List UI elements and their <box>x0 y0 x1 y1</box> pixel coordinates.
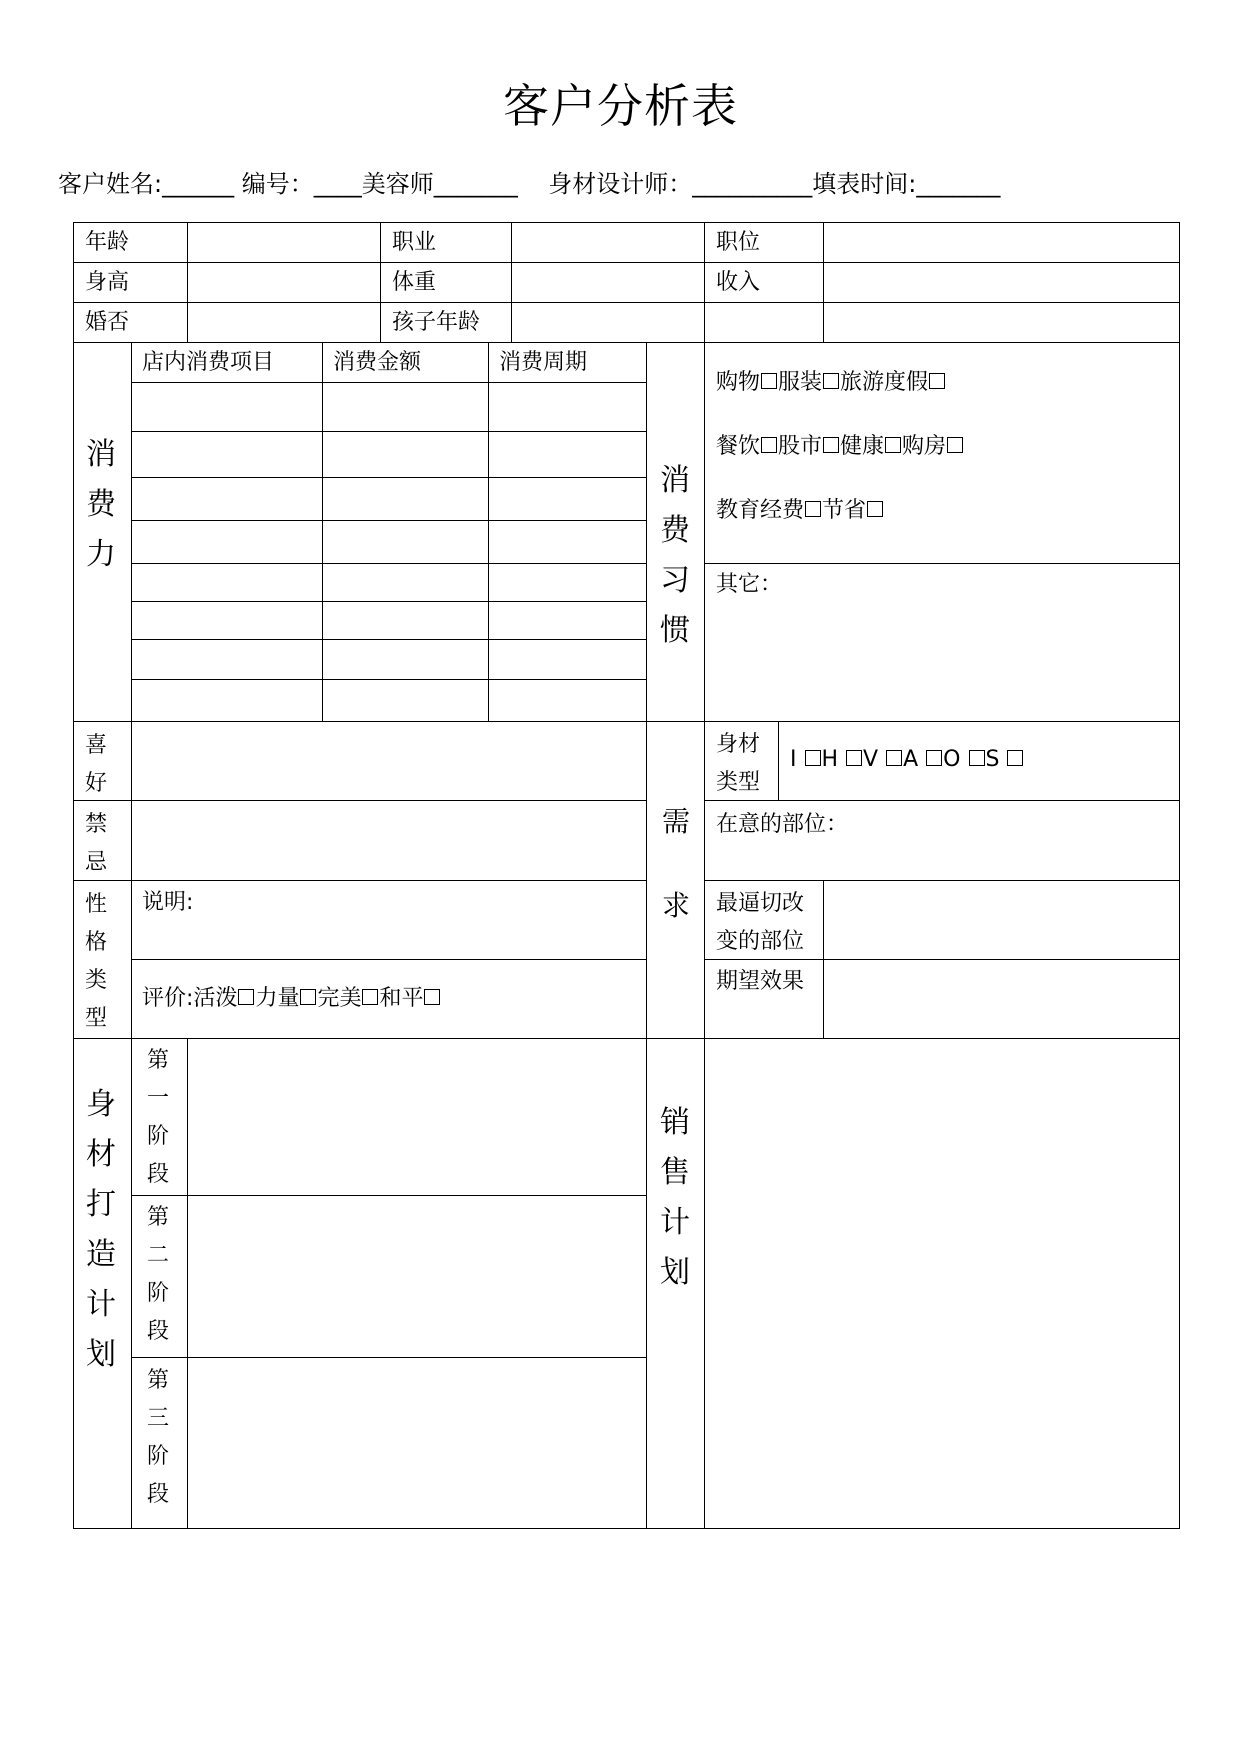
checkbox[interactable] <box>885 437 901 453</box>
sales-plan-label: 销售计划 <box>660 1105 690 1290</box>
income-label: 收入 <box>716 270 761 295</box>
body-type-i: I <box>790 747 797 772</box>
personality-eval-label: 评价: <box>142 986 194 1011</box>
body-type-v: V <box>863 747 879 772</box>
marital-label: 婚否 <box>85 310 130 335</box>
child-age-label: 孩子年龄 <box>392 310 481 335</box>
body-type-options <box>790 746 1024 774</box>
checkbox[interactable] <box>846 750 862 766</box>
demand-label: 需求 <box>661 805 690 922</box>
eval-option-perfect: 完美 <box>317 986 362 1011</box>
personality-desc-label: 说明: <box>142 890 194 915</box>
consumption-power-label: 消费力 <box>86 437 116 572</box>
habit-option-stocks: 股市 <box>778 434 823 459</box>
checkbox[interactable] <box>969 750 985 766</box>
weight-label: 体重 <box>392 270 437 295</box>
taboo-label: 禁忌 <box>84 812 107 875</box>
age-label: 年龄 <box>85 230 130 255</box>
checkbox[interactable] <box>1007 750 1023 766</box>
hobby-label: 喜好 <box>84 733 107 796</box>
body-type-label: 身材类型 <box>716 732 761 795</box>
habit-options-line3 <box>716 497 884 525</box>
checkbox[interactable] <box>424 989 440 1005</box>
checkbox[interactable] <box>805 501 821 517</box>
col-amount-header: 消费金额 <box>333 350 422 375</box>
habit-option-health: 健康 <box>840 434 885 459</box>
expected-effect-label: 期望效果 <box>716 969 805 994</box>
stage-one-label: 第一阶段 <box>146 1048 169 1187</box>
eval-option-peace: 和平 <box>379 986 424 1011</box>
habit-option-travel: 旅游度假 <box>840 370 929 395</box>
habit-option-saving: 节省 <box>822 498 867 523</box>
habit-option-shopping: 购物 <box>716 370 761 395</box>
body-type-h: H <box>821 747 839 772</box>
checkbox[interactable] <box>238 989 254 1005</box>
habit-option-dining: 餐饮 <box>716 434 761 459</box>
personality-label: 性格类型 <box>84 892 107 1031</box>
personality-eval <box>142 985 441 1013</box>
header-fields: 客户姓名:______ 编号：____美容师_______ 身材设计师：__________填表时间:_______ <box>58 170 1001 198</box>
height-label: 身高 <box>85 270 130 295</box>
habit-option-housing: 购房 <box>902 434 947 459</box>
checkbox[interactable] <box>823 373 839 389</box>
consumption-habit-label: 消费习惯 <box>660 463 690 648</box>
checkbox[interactable] <box>929 373 945 389</box>
checkbox[interactable] <box>362 989 378 1005</box>
checkbox[interactable] <box>761 437 777 453</box>
col-item-header: 店内消费项目 <box>142 350 275 375</box>
body-type-s: S <box>985 747 1000 772</box>
body-plan-label: 身材打造计划 <box>86 1087 116 1372</box>
habit-options-line2 <box>716 433 964 461</box>
care-parts-label: 在意的部位： <box>716 812 849 837</box>
stage-three-label: 第三阶段 <box>146 1368 169 1507</box>
checkbox[interactable] <box>947 437 963 453</box>
habit-options-line1 <box>716 369 946 397</box>
col-period-header: 消费周期 <box>499 350 588 375</box>
urgent-parts-label: 最逼切改变的部位 <box>716 891 805 954</box>
checkbox[interactable] <box>300 989 316 1005</box>
job-label: 职业 <box>392 230 437 255</box>
eval-option-power: 力量 <box>255 986 300 1011</box>
eval-option-lively: 活泼 <box>193 986 238 1011</box>
body-type-o: O <box>943 747 961 772</box>
checkbox[interactable] <box>823 437 839 453</box>
body-type-a: A <box>903 747 919 772</box>
checkbox[interactable] <box>805 750 821 766</box>
checkbox[interactable] <box>867 501 883 517</box>
habit-option-clothing: 服装 <box>778 370 823 395</box>
checkbox[interactable] <box>886 750 902 766</box>
position-label: 职位 <box>716 230 761 255</box>
checkbox[interactable] <box>761 373 777 389</box>
page-title: 客户分析表 <box>503 79 738 133</box>
habit-option-education: 教育经费 <box>716 498 805 523</box>
checkbox[interactable] <box>926 750 942 766</box>
habit-other-label: 其它： <box>716 572 783 597</box>
stage-two-label: 第二阶段 <box>146 1205 169 1344</box>
